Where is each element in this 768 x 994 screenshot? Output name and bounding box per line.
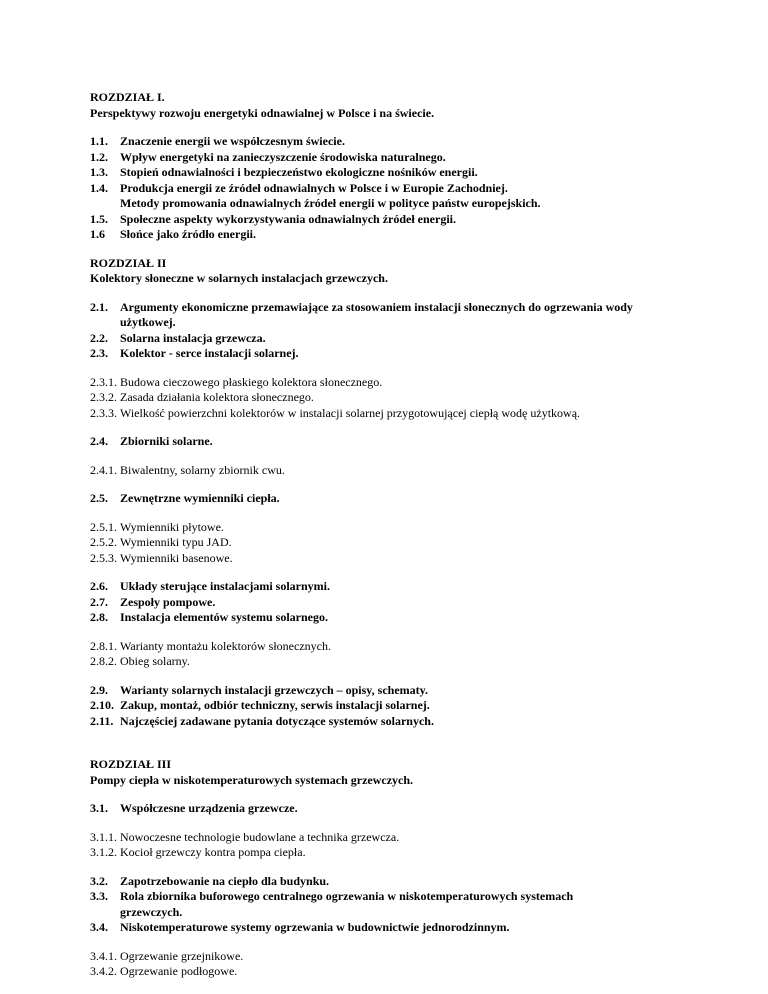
toc-item [90, 714, 690, 730]
toc-number: 2.4.1. [90, 462, 117, 477]
toc-subitem [90, 390, 690, 406]
toc-text: Warianty montażu kolektorów słonecznych. [120, 638, 331, 653]
toc-subitem [90, 520, 690, 536]
toc-item [90, 346, 690, 362]
toc-text: Wymienniki basenowe. [120, 550, 233, 565]
toc-number: 2.8. [90, 610, 108, 624]
toc-text: Zakup, montaż, odbiór techniczny, serwis instalacji solarnej. [120, 698, 430, 712]
chapter-3 [90, 757, 690, 980]
toc-text: Stopień odnawialności i bezpieczeństwo ekologiczne nośników energii. [120, 165, 478, 179]
toc-number: 2.5.2. [90, 535, 117, 549]
toc-text: Rola zbiornika buforowego centralnego ogrzewania w niskotemperaturowych systemach [120, 889, 574, 903]
toc-text: Nowoczesne technologie budowlane a technika grzewcza. [120, 829, 400, 844]
toc-text: Społeczne aspekty wykorzystywania odnawialnych źródeł energii. [120, 211, 456, 226]
toc-item [90, 683, 690, 699]
toc-subitem [90, 375, 690, 391]
toc-sublist [90, 639, 690, 670]
toc-number: 3.1.2. [90, 845, 117, 859]
toc-sublist [90, 949, 690, 980]
toc-item [90, 227, 690, 243]
toc-item [90, 905, 690, 921]
toc-list [90, 134, 690, 243]
toc-number: 1.3. [90, 165, 108, 179]
toc-text: Wielkość powierzchni kolektorów w instalacji solarnej przygotowującej ciepłą wodę użytkową. [120, 405, 581, 420]
toc-text: Ogrzewanie grzejnikowe. [120, 948, 244, 963]
toc-text: Układy sterujące instalacjami solarnymi. [120, 579, 330, 593]
toc-text: Biwalentny, solarny zbiornik cwu. [120, 462, 285, 477]
toc-list [90, 300, 690, 362]
toc-number: 3.4.1. [90, 948, 117, 963]
toc-text: Współczesne urządzenia grzewcze. [120, 801, 298, 815]
toc-number [90, 905, 120, 921]
toc-text: Wymienniki płytowe. [120, 519, 224, 534]
toc-text: Zapotrzebowanie na ciepło dla budynku. [120, 873, 330, 888]
toc-number: 2.5. [90, 491, 108, 505]
toc-number: 2.11. [90, 713, 114, 728]
toc-item [90, 491, 690, 507]
toc-number: 2.5.1. [90, 519, 117, 534]
toc-number: 2.7. [90, 594, 108, 609]
toc-list [90, 683, 690, 730]
toc-item [90, 134, 690, 150]
toc-number: 2.8.2. [90, 654, 117, 668]
toc-text: Kolektor - serce instalacji solarnej. [120, 346, 299, 360]
toc-item [90, 331, 690, 347]
toc-item [90, 874, 690, 890]
toc-text: Warianty solarnych instalacji grzewczych – opisy, schematy. [120, 682, 428, 697]
toc-item [90, 434, 690, 450]
toc-number: 3.1. [90, 801, 108, 815]
chapter-title: ROZDZIAŁ III [90, 757, 172, 771]
toc-number: 3.1.1. [90, 829, 117, 844]
toc-item [90, 212, 690, 228]
toc-number: 2.3.2. [90, 390, 117, 404]
toc-list [90, 801, 690, 817]
toc-item [90, 579, 690, 595]
toc-number: 2.3. [90, 346, 108, 360]
toc-text: Argumenty ekonomiczne przemawiające za stosowaniem instalacji słonecznych do ogrzewania wody [120, 299, 633, 314]
toc-subitem [90, 639, 690, 655]
toc-subitem [90, 406, 690, 422]
toc-list [90, 434, 690, 450]
toc-text: użytkowej. [120, 315, 176, 329]
toc-subitem [90, 654, 690, 670]
toc-number: 1.5. [90, 211, 108, 226]
toc-number: 2.9. [90, 682, 108, 697]
toc-number: 2.8.1. [90, 638, 117, 653]
toc-number: 2.6. [90, 579, 108, 593]
document-page [90, 90, 690, 980]
toc-text: Słońce jako źródło energii. [120, 227, 256, 241]
toc-number: 1.1. [90, 134, 108, 148]
toc-number: 3.4. [90, 920, 108, 934]
toc-number: 2.5.3. [90, 550, 117, 565]
toc-number: 1.4. [90, 180, 108, 195]
toc-sublist [90, 830, 690, 861]
toc-item [90, 315, 690, 331]
chapter-subtitle: Kolektory słoneczne w solarnych instalacjach grzewczych. [90, 271, 388, 285]
chapter-1 [90, 90, 690, 243]
toc-text: Zbiorniki solarne. [120, 434, 213, 448]
toc-text: Znaczenie energii we współczesnym świecie. [120, 134, 345, 148]
toc-list [90, 874, 690, 936]
toc-subitem [90, 845, 690, 861]
toc-number: 3.2. [90, 873, 108, 888]
toc-subitem [90, 830, 690, 846]
toc-text: Wymienniki typu JAD. [120, 535, 232, 549]
toc-text: Ogrzewanie podłogowe. [120, 964, 238, 978]
toc-number: 1.6 [90, 227, 105, 241]
toc-text: Zasada działania kolektora słonecznego. [120, 390, 314, 404]
toc-list [90, 491, 690, 507]
toc-item [90, 595, 690, 611]
toc-item [90, 181, 690, 197]
toc-subitem [90, 551, 690, 567]
toc-item [90, 698, 690, 714]
toc-number [90, 196, 120, 212]
toc-number: 3.4.2. [90, 964, 117, 978]
toc-text: Solarna instalacja grzewcza. [120, 330, 266, 345]
toc-item [90, 610, 690, 626]
toc-number: 2.1. [90, 299, 108, 314]
toc-number: 2.3.1. [90, 374, 117, 389]
toc-text: Produkcja energii ze źródeł odnawialnych w Polsce i w Europie Zachodniej. [120, 180, 508, 195]
toc-sublist [90, 463, 690, 479]
toc-text: Niskotemperaturowe systemy ogrzewania w budownictwie jednorodzinnym. [120, 920, 510, 934]
chapter-subtitle: Perspektywy rozwoju energetyki odnawialnej w Polsce i na świecie. [90, 105, 435, 120]
toc-text: Instalacja elementów systemu solarnego. [120, 610, 328, 624]
toc-text: Najczęściej zadawane pytania dotyczące systemów solarnych. [120, 713, 434, 728]
toc-item [90, 920, 690, 936]
toc-text: Budowa cieczowego płaskiego kolektora słonecznego. [120, 374, 383, 389]
toc-number: 2.3.3. [90, 405, 117, 420]
chapter-subtitle: Pompy ciepła w niskotemperaturowych systemach grzewczych. [90, 772, 414, 787]
toc-item [90, 300, 690, 316]
toc-sublist [90, 375, 690, 422]
toc-text: Zespoły pompowe. [120, 594, 216, 609]
chapter-title: ROZDZIAŁ I. [90, 90, 165, 104]
toc-text: Metody promowania odnawialnych źródeł energii w polityce państw europejskich. [120, 196, 541, 210]
toc-text: Zewnętrzne wymienniki ciepła. [120, 491, 280, 505]
toc-list [90, 579, 690, 626]
toc-number: 2.4. [90, 434, 108, 448]
toc-item [90, 801, 690, 817]
toc-text: Obieg solarny. [120, 654, 190, 668]
toc-subitem [90, 949, 690, 965]
toc-subitem [90, 463, 690, 479]
toc-item [90, 150, 690, 166]
toc-item [90, 165, 690, 181]
chapter-2 [90, 256, 690, 730]
toc-item [90, 889, 690, 905]
toc-subitem [90, 535, 690, 551]
toc-subitem [90, 964, 690, 980]
toc-item [90, 196, 690, 212]
toc-number: 1.2. [90, 149, 108, 164]
toc-number [90, 315, 120, 331]
toc-number: 2.2. [90, 330, 108, 345]
toc-text: Wpływ energetyki na zanieczyszczenie środowiska naturalnego. [120, 149, 446, 164]
toc-sublist [90, 520, 690, 567]
chapter-title: ROZDZIAŁ II [90, 255, 167, 270]
toc-text: Kocioł grzewczy kontra pompa ciepła. [120, 845, 306, 859]
toc-number: 3.3. [90, 889, 108, 903]
toc-text: grzewczych. [120, 904, 183, 919]
toc-number: 2.10. [90, 698, 114, 712]
